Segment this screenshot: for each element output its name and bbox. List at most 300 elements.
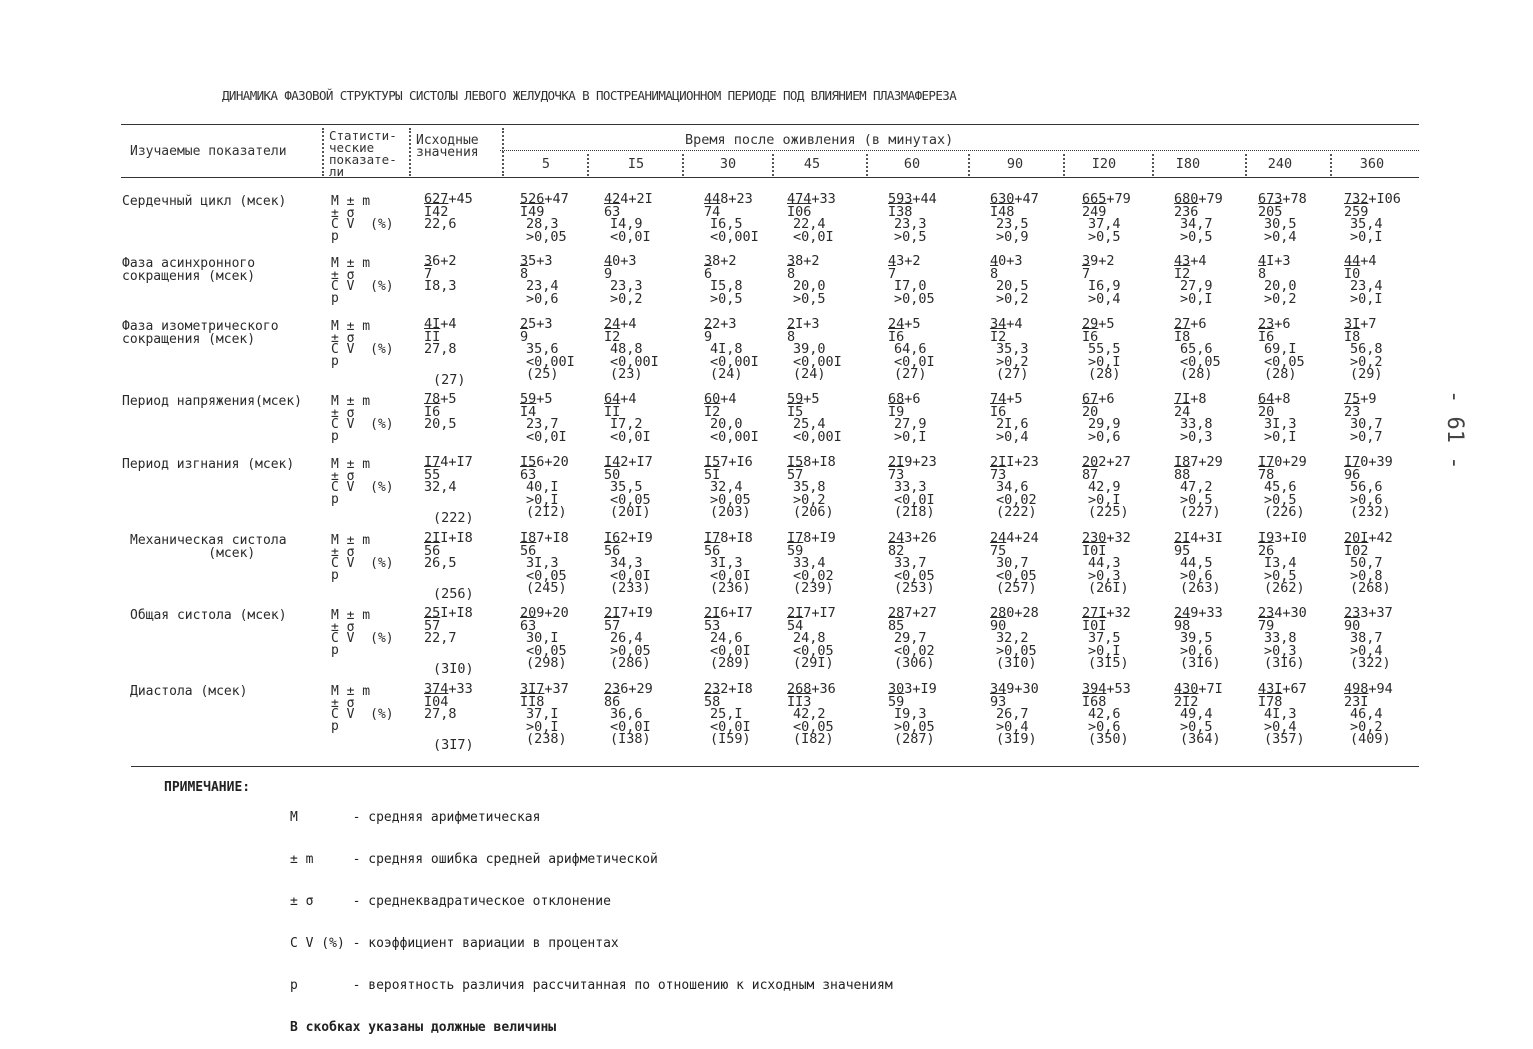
cell-line: 33,7 bbox=[894, 555, 927, 571]
cell-line: 5I bbox=[704, 466, 721, 483]
value-cell bbox=[1174, 193, 1258, 243]
baseline-cell bbox=[424, 393, 508, 431]
baseline-due-value: (27) bbox=[433, 372, 466, 388]
cell-line: I5,8 bbox=[710, 278, 743, 294]
cell-line: 234+30 bbox=[1258, 605, 1307, 621]
cell-line: 39+2 bbox=[1082, 253, 1115, 269]
cell-line: 7 bbox=[424, 265, 433, 282]
cell-line: 4I,8 bbox=[710, 341, 743, 357]
cell-line: I04 bbox=[424, 693, 449, 710]
due-value: (23) bbox=[610, 366, 643, 382]
cell-line: I78 bbox=[1258, 693, 1283, 710]
cell-line: 57 bbox=[787, 466, 804, 483]
cell-line: I68 bbox=[1082, 693, 1107, 710]
value-cell bbox=[1344, 456, 1428, 519]
cell-line: I9 bbox=[888, 403, 905, 420]
cell-line: 56 bbox=[604, 542, 621, 559]
cell-line: 37,5 bbox=[1088, 630, 1121, 646]
row-stat-labels: M ± m ± σ C V (%) p bbox=[331, 256, 394, 306]
cell-line: >0,I bbox=[1350, 228, 1383, 245]
cell-line: 50,7 bbox=[1350, 555, 1383, 571]
cell-line: 45,6 bbox=[1264, 479, 1297, 495]
cell-line: 78+5 bbox=[424, 391, 457, 407]
cell-line: 24 bbox=[1174, 403, 1191, 420]
cell-line: 87 bbox=[1082, 466, 1099, 483]
cell-line: 249+33 bbox=[1174, 605, 1223, 621]
value-cell bbox=[787, 607, 871, 670]
cell-line: 2I7+I7 bbox=[787, 605, 836, 621]
cell-line: I6 bbox=[990, 403, 1007, 420]
header-time-30: 30 bbox=[719, 156, 737, 172]
cell-line: 90 bbox=[990, 617, 1007, 634]
header-sep bbox=[409, 128, 411, 176]
cell-line: <0,00I bbox=[710, 228, 759, 245]
cell-line: $\overline{II}$ bbox=[424, 328, 441, 345]
cell-line: 43I+67 bbox=[1258, 681, 1307, 697]
cell-line: 630+47 bbox=[990, 191, 1039, 207]
cell-line: 35,6 bbox=[526, 341, 559, 357]
cell-line: <0,0I bbox=[894, 491, 935, 508]
row-stat-labels: M ± m ± σ C V (%) p bbox=[331, 608, 394, 658]
due-value: (409) bbox=[1350, 731, 1391, 747]
due-value: (28) bbox=[1264, 366, 1297, 382]
cell-line: 74+5 bbox=[990, 391, 1023, 407]
cell-line: I48 bbox=[990, 203, 1015, 220]
header-time-60: 60 bbox=[903, 156, 921, 172]
cell-line: 40+3 bbox=[604, 253, 637, 269]
value-cell bbox=[1174, 683, 1258, 746]
cell-line: I0 bbox=[1344, 265, 1361, 282]
cell-line: 474+33 bbox=[787, 191, 836, 207]
cell-line: I93+I0 bbox=[1258, 530, 1307, 546]
value-cell bbox=[787, 683, 871, 746]
cell-line: I42+I7 bbox=[604, 454, 653, 470]
cell-line: 34,3 bbox=[610, 555, 643, 571]
cell-line: 38,7 bbox=[1350, 630, 1383, 646]
cell-line: 23+6 bbox=[1258, 316, 1291, 332]
cell-line: 26,4 bbox=[610, 630, 643, 646]
cell-line: 7I+8 bbox=[1174, 391, 1207, 407]
cell-line: 98 bbox=[1174, 617, 1191, 634]
cell-line: 63 bbox=[604, 203, 621, 220]
cell-line: 35,8 bbox=[793, 479, 826, 495]
cell-line: 59 bbox=[888, 693, 905, 710]
cell-line: 49,4 bbox=[1180, 706, 1213, 722]
cell-line: 23,7 bbox=[526, 416, 559, 432]
cell-line: >0,I bbox=[1350, 290, 1383, 307]
cell-line: 7 bbox=[888, 265, 897, 282]
due-value: (25) bbox=[526, 366, 559, 382]
cell-line: 27I+32 bbox=[1082, 605, 1131, 621]
header-baseline: Исходные значения bbox=[416, 133, 479, 160]
cell-line: >0,05 bbox=[610, 642, 651, 659]
cell-line: I3,4 bbox=[1264, 555, 1297, 571]
value-cell bbox=[604, 393, 688, 443]
cell-line: 236+29 bbox=[604, 681, 653, 697]
cell-line: 82 bbox=[888, 542, 905, 559]
value-cell bbox=[990, 683, 1074, 746]
cell-line: 8 bbox=[520, 265, 529, 282]
header-sep bbox=[1152, 154, 1154, 176]
cell-line: 280+28 bbox=[990, 605, 1039, 621]
cell-line: 26,7 bbox=[996, 706, 1029, 722]
cell-line: 44,5 bbox=[1180, 555, 1213, 571]
cell-line: <0,05 bbox=[1264, 353, 1305, 370]
value-cell bbox=[787, 255, 871, 305]
cell-line: <0,05 bbox=[894, 567, 935, 584]
due-value: (28) bbox=[1180, 366, 1213, 382]
cell-line: 2II+I8 bbox=[424, 530, 473, 546]
cell-line: 2I6+I7 bbox=[704, 605, 753, 621]
cell-line: 35,5 bbox=[610, 479, 643, 495]
header-sep bbox=[502, 128, 504, 176]
cell-line: 680+79 bbox=[1174, 191, 1223, 207]
cell-line: <0,02 bbox=[996, 491, 1037, 508]
cell-line: 33,8 bbox=[1180, 416, 1213, 432]
cell-line: 56,6 bbox=[1350, 479, 1383, 495]
value-cell bbox=[1344, 318, 1428, 381]
cell-line: I56+20 bbox=[520, 454, 569, 470]
value-cell bbox=[1258, 683, 1342, 746]
cell-line: 424+2I bbox=[604, 191, 653, 207]
cell-line: >0,8 bbox=[1350, 567, 1383, 584]
due-value: (222) bbox=[996, 504, 1037, 520]
cell-line: 24+5 bbox=[888, 316, 921, 332]
cell-line: 20 bbox=[1258, 403, 1275, 420]
cell-line: 44+4 bbox=[1344, 253, 1377, 269]
cell-line: 46,4 bbox=[1350, 706, 1383, 722]
baseline-cell bbox=[424, 683, 508, 721]
cell-line: 56 bbox=[704, 542, 721, 559]
value-cell bbox=[1258, 193, 1342, 243]
cell-line: 30,I bbox=[526, 630, 559, 646]
cell-line: I62+I9 bbox=[604, 530, 653, 546]
cell-line: 30,7 bbox=[1350, 416, 1383, 432]
value-cell bbox=[1344, 607, 1428, 670]
cell-line: >0,05 bbox=[526, 228, 567, 245]
cell-line: 56 bbox=[424, 542, 441, 559]
header-sep bbox=[968, 154, 970, 176]
cell-line: <0,05 bbox=[610, 491, 651, 508]
note-line: M - средняя арифметическая bbox=[290, 810, 541, 825]
value-cell bbox=[704, 607, 788, 670]
due-value: (29I) bbox=[793, 655, 834, 671]
note-line: В скобках указаны должные величины bbox=[290, 1020, 557, 1035]
cell-line: 63 bbox=[520, 617, 537, 634]
cell-line: <0,0I bbox=[710, 642, 751, 659]
cell-line: 22,7 bbox=[424, 630, 457, 646]
cell-line: 2I,6 bbox=[996, 416, 1029, 432]
due-value: (298) bbox=[526, 655, 567, 671]
cell-line: 88 bbox=[1174, 466, 1191, 483]
cell-line: 627+45 bbox=[424, 191, 473, 207]
cell-line: 59+5 bbox=[520, 391, 553, 407]
value-cell bbox=[990, 607, 1074, 670]
cell-line: >0,5 bbox=[1088, 228, 1121, 245]
due-value: (253) bbox=[894, 580, 935, 596]
cell-line: 37,4 bbox=[1088, 216, 1121, 232]
value-cell bbox=[704, 318, 788, 381]
cell-line: 85 bbox=[888, 617, 905, 634]
cell-line: 8 bbox=[1258, 265, 1267, 282]
cell-line: <0,05 bbox=[793, 718, 834, 735]
value-cell bbox=[520, 607, 604, 670]
cell-line: 665+79 bbox=[1082, 191, 1131, 207]
due-value: (3I6) bbox=[1180, 655, 1221, 671]
cell-line: 20,0 bbox=[793, 278, 826, 294]
cell-line: 2I2 bbox=[1174, 693, 1199, 710]
cell-line: 25,4 bbox=[793, 416, 826, 432]
cell-line: 2I4+3I bbox=[1174, 530, 1223, 546]
value-cell bbox=[1258, 255, 1342, 305]
baseline-cell bbox=[424, 255, 508, 293]
due-value: (232) bbox=[1350, 504, 1391, 520]
cell-line: >0,5 bbox=[1180, 228, 1213, 245]
cell-line: 48,8 bbox=[610, 341, 643, 357]
cell-line: 73 bbox=[888, 466, 905, 483]
cell-line: 2I+3 bbox=[787, 316, 820, 332]
cell-line: <0,05 bbox=[1180, 353, 1221, 370]
header-stats: Статисти- ческие показате- ли bbox=[329, 128, 397, 179]
due-value: (263) bbox=[1180, 580, 1221, 596]
baseline-cell bbox=[424, 607, 508, 645]
cell-line: 205 bbox=[1258, 203, 1283, 220]
cell-line: >0,3 bbox=[1180, 428, 1213, 445]
cell-line: 23 bbox=[1344, 403, 1361, 420]
cell-line: 394+53 bbox=[1082, 681, 1131, 697]
cell-line: >0,I bbox=[1088, 353, 1121, 370]
cell-line: 3I,3 bbox=[1264, 416, 1297, 432]
cell-line: 8 bbox=[990, 265, 999, 282]
cell-line: I87+29 bbox=[1174, 454, 1223, 470]
cell-line: >0,9 bbox=[996, 228, 1029, 245]
cell-line: >0,2 bbox=[1264, 290, 1297, 307]
cell-line: <0,05 bbox=[526, 567, 567, 584]
cell-line: 35+3 bbox=[520, 253, 553, 269]
cell-line: <0,00I bbox=[610, 353, 659, 370]
cell-line: 732+I06 bbox=[1344, 191, 1401, 207]
cell-line: 38+2 bbox=[704, 253, 737, 269]
cell-line: 33,3 bbox=[894, 479, 927, 495]
due-value: (3I9) bbox=[996, 731, 1037, 747]
cell-line: I6,5 bbox=[710, 216, 743, 232]
cell-line: I0I bbox=[1082, 542, 1107, 559]
cell-line: 29,9 bbox=[1088, 416, 1121, 432]
page-number: - 61 - bbox=[1442, 390, 1467, 470]
cell-line: 64+4 bbox=[604, 391, 637, 407]
cell-line: I6 bbox=[424, 403, 441, 420]
cell-line: 25,I bbox=[710, 706, 743, 722]
cell-line: I6 bbox=[1258, 328, 1275, 345]
cell-line: 526+47 bbox=[520, 191, 569, 207]
value-cell bbox=[604, 255, 688, 305]
cell-line: 33,4 bbox=[793, 555, 826, 571]
cell-line: 47,2 bbox=[1180, 479, 1213, 495]
cell-line: 64,6 bbox=[894, 341, 927, 357]
cell-line: >0,5 bbox=[1180, 491, 1213, 508]
cell-line: 498+94 bbox=[1344, 681, 1393, 697]
cell-line: 59 bbox=[787, 542, 804, 559]
cell-line: I78+I9 bbox=[787, 530, 836, 546]
cell-line: <0,00I bbox=[793, 353, 842, 370]
value-cell bbox=[1174, 607, 1258, 670]
cell-line: 63 bbox=[520, 466, 537, 483]
value-cell bbox=[520, 193, 604, 243]
value-cell bbox=[604, 532, 688, 595]
cell-line: 22+3 bbox=[704, 316, 737, 332]
table-title: ДИНАМИКА ФАЗОВОЙ СТРУКТУРЫ СИСТОЛЫ ЛЕВОГО ЖЕЛУДОЧКА В ПОСТРЕАНИМАЦИОННОМ ПЕРИОДЕ ПОД ВЛИЯНИЕМ ПЛАЗМАФЕРЕЗА bbox=[222, 88, 957, 103]
row-label: Период напряжения(мсек) bbox=[122, 394, 303, 409]
cell-line: 209+20 bbox=[520, 605, 569, 621]
cell-line: 29+5 bbox=[1082, 316, 1115, 332]
cell-line: I5 bbox=[787, 403, 804, 420]
value-cell bbox=[888, 683, 972, 746]
row-label: Механическая систола (мсек) bbox=[130, 533, 287, 561]
cell-line: 27,9 bbox=[1180, 278, 1213, 294]
cell-line: 59+5 bbox=[787, 391, 820, 407]
row-stat-labels: M ± m ± σ C V (%) p bbox=[331, 194, 394, 244]
due-value: (245) bbox=[526, 580, 567, 596]
cell-line: 287+27 bbox=[888, 605, 937, 621]
cell-line: I8 bbox=[1344, 328, 1361, 345]
row-stat-labels: M ± m ± σ C V (%) p bbox=[331, 457, 394, 507]
note-line: p - вероятность различия рассчитанная по отношению к исходным значениям bbox=[290, 978, 893, 993]
due-value: (322) bbox=[1350, 655, 1391, 671]
baseline-cell bbox=[424, 318, 508, 356]
cell-line: 30,7 bbox=[996, 555, 1029, 571]
baseline-cell bbox=[424, 456, 508, 494]
cell-line: 53 bbox=[704, 617, 721, 634]
cell-line: 54 bbox=[787, 617, 804, 634]
baseline-cell bbox=[424, 193, 508, 231]
cell-line: 2I9+23 bbox=[888, 454, 937, 470]
value-cell bbox=[787, 318, 871, 381]
cell-line: 448+23 bbox=[704, 191, 753, 207]
cell-line: I06 bbox=[787, 203, 812, 220]
row-stat-labels: M ± m ± σ C V (%) p bbox=[331, 684, 394, 734]
cell-line: <0,0I bbox=[610, 718, 651, 735]
cell-line: 9 bbox=[704, 328, 713, 345]
cell-line: 20I+42 bbox=[1344, 530, 1393, 546]
due-value: (289) bbox=[710, 655, 751, 671]
baseline-due-value: (3I0) bbox=[433, 661, 474, 677]
due-value: (225) bbox=[1088, 504, 1129, 520]
cell-line: >0,4 bbox=[1088, 290, 1121, 307]
cell-line: 60+4 bbox=[704, 391, 737, 407]
header-sep bbox=[1330, 154, 1332, 176]
due-value: (257) bbox=[996, 580, 1037, 596]
due-value: (364) bbox=[1180, 731, 1221, 747]
cell-line: 40,I bbox=[526, 479, 559, 495]
cell-line: >0,I bbox=[1088, 642, 1121, 659]
value-cell bbox=[704, 683, 788, 746]
row-label: Общая систола (мсек) bbox=[130, 608, 287, 623]
cell-line: 58 bbox=[704, 693, 721, 710]
cell-line: 593+44 bbox=[888, 191, 937, 207]
value-cell bbox=[1174, 456, 1258, 519]
due-value: (28) bbox=[1088, 366, 1121, 382]
cell-line: 67+6 bbox=[1082, 391, 1115, 407]
cell-line: 78 bbox=[1258, 466, 1275, 483]
row-label: Диастола (мсек) bbox=[130, 684, 248, 699]
cell-line: I6,9 bbox=[1088, 278, 1121, 294]
value-cell bbox=[990, 393, 1074, 443]
note-lines bbox=[290, 783, 893, 1049]
cell-line: >0,05 bbox=[710, 491, 751, 508]
cell-line: >0,6 bbox=[1180, 642, 1213, 659]
cell-line: 24+4 bbox=[604, 316, 637, 332]
header-sep bbox=[682, 154, 684, 176]
cell-line: 20 bbox=[1082, 403, 1099, 420]
value-cell bbox=[704, 532, 788, 595]
note-line: ± σ - среднеквадратическое отклонение bbox=[290, 894, 611, 909]
cell-line: 44,3 bbox=[1088, 555, 1121, 571]
cell-line: >0,2 bbox=[1350, 718, 1383, 735]
value-cell bbox=[520, 318, 604, 381]
cell-line: I38 bbox=[888, 203, 913, 220]
cell-line: 75 bbox=[990, 542, 1007, 559]
value-cell bbox=[520, 255, 604, 305]
cell-line: 202+27 bbox=[1082, 454, 1131, 470]
cell-line: 34,6 bbox=[996, 479, 1029, 495]
rule-header-sub bbox=[500, 150, 1419, 151]
due-value: (238) bbox=[526, 731, 567, 747]
value-cell bbox=[1344, 255, 1428, 305]
due-value: (226) bbox=[1264, 504, 1305, 520]
value-cell bbox=[990, 193, 1074, 243]
value-cell bbox=[990, 456, 1074, 519]
cell-line: 73 bbox=[990, 466, 1007, 483]
due-value: (24) bbox=[710, 366, 743, 382]
cell-line: I70+39 bbox=[1344, 454, 1393, 470]
cell-line: >0,I bbox=[1180, 290, 1213, 307]
cell-line: >0,3 bbox=[1088, 567, 1121, 584]
cell-line: 233+37 bbox=[1344, 605, 1393, 621]
cell-line: <0,02 bbox=[894, 642, 935, 659]
cell-line: 4I+4 bbox=[424, 316, 457, 332]
row-label: Период изгнания (мсек) bbox=[122, 457, 295, 472]
cell-line: 28,3 bbox=[526, 216, 559, 232]
value-cell bbox=[888, 532, 972, 595]
baseline-due-value: (256) bbox=[433, 586, 474, 602]
header-sep bbox=[1063, 154, 1065, 176]
cell-line: >0,05 bbox=[894, 290, 935, 307]
cell-line: 37,I bbox=[526, 706, 559, 722]
cell-line: I42 bbox=[424, 203, 449, 220]
value-cell bbox=[704, 456, 788, 519]
due-value: (206) bbox=[793, 504, 834, 520]
cell-line: 32,2 bbox=[996, 630, 1029, 646]
cell-line: 79 bbox=[1258, 617, 1275, 634]
cell-line: 55,5 bbox=[1088, 341, 1121, 357]
cell-line: <0,00I bbox=[793, 428, 842, 445]
cell-line: 26 bbox=[1258, 542, 1275, 559]
value-cell bbox=[1258, 607, 1342, 670]
cell-line: 39,5 bbox=[1180, 630, 1213, 646]
header-sep bbox=[772, 154, 774, 176]
value-cell bbox=[604, 193, 688, 243]
value-cell bbox=[604, 318, 688, 381]
cell-line: >0,6 bbox=[1088, 428, 1121, 445]
value-cell bbox=[990, 255, 1074, 305]
cell-line: >0,6 bbox=[1088, 718, 1121, 735]
cell-line: <0,0I bbox=[610, 428, 651, 445]
cell-line: 65,6 bbox=[1180, 341, 1213, 357]
cell-line: >0,I bbox=[894, 428, 927, 445]
cell-line: I70+29 bbox=[1258, 454, 1307, 470]
cell-line: 8 bbox=[787, 265, 796, 282]
cell-line: >0,5 bbox=[1264, 491, 1297, 508]
